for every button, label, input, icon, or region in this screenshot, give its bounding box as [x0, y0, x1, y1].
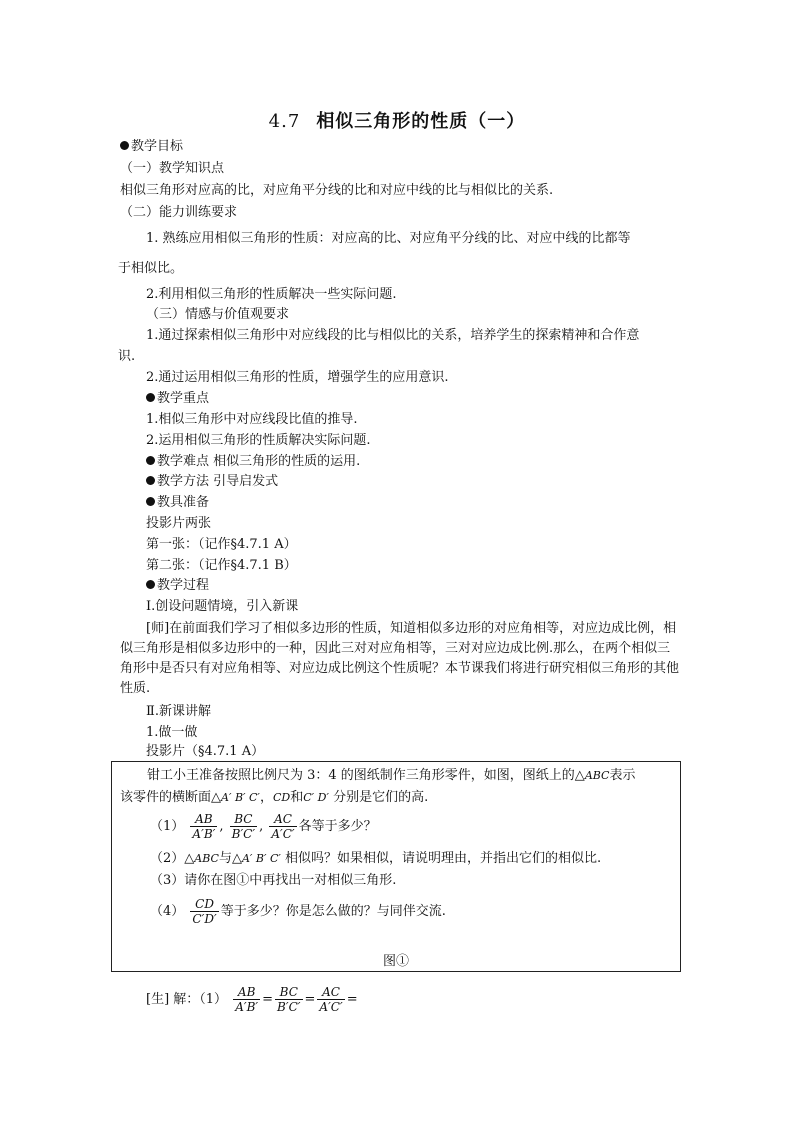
question-3: （3）请你在图①中再找出一对相似三角形. [150, 873, 397, 888]
problem-intro-line-1: 钳工小王准备按照比例尺为 3：4 的图纸制作三角形零件，如图，图纸上的△ABC表示 [147, 768, 636, 783]
question-1: （1） $\frac{AB}{A'B'}$ , $\frac{BC}{B'C'}$ , $\frac{AC}{A'C'}$ 各等于多少？ [150, 812, 377, 841]
values-item-1: 1.通过探索相似三角形中对应线段的比与相似比的关系，培养学生的探索精神和合作意 [146, 328, 640, 343]
materials-1: 投影片两张 [146, 516, 212, 531]
bullet-icon [146, 497, 155, 506]
figure-caption: 图① [382, 954, 409, 969]
heading-key-points: 教学重点 [146, 390, 209, 408]
heading-difficulty: 教学难点 相似三角形的性质的运用. [146, 453, 360, 471]
heading-process: 教学过程 [146, 577, 209, 595]
heading-method: 教学方法 引导启发式 [146, 473, 278, 491]
knowledge-text: 相似三角形对应高的比，对应角平分线的比和对应中线的比与相似比的关系. [120, 183, 554, 198]
bullet-icon [120, 141, 129, 150]
ability-item-1-cont: 于相似比。 [118, 261, 184, 276]
bullet-icon [146, 456, 155, 465]
key-point-1: 1.相似三角形中对应线段比值的推导. [146, 412, 358, 427]
slide-label: 投影片（§4.7.1 A） [146, 744, 265, 759]
section-number: 4.7 [268, 111, 301, 132]
fraction-bc: $\frac{BC}{B'C'}$ [231, 812, 256, 841]
fraction-ab: $\frac{AB}{A'B'}$ [192, 812, 216, 841]
title-text: 相似三角形的性质（一） [316, 111, 526, 132]
bullet-icon [146, 476, 155, 485]
student-answer: [生] 解：（1） $\frac{AB}{A'B'}$ = $\frac{BC}{B'C'}$ = $\frac{AC}{A'C'}$ = [146, 985, 358, 1014]
process-step-2: Ⅱ.新课讲解 [146, 704, 211, 719]
fraction-cd: $\frac{CD}{C'D'}$ [192, 897, 217, 926]
slide-box [111, 761, 681, 972]
answer-fraction-ab: $\frac{AB}{A'B'}$ [235, 985, 259, 1014]
values-item-1-cont: 识. [118, 349, 136, 364]
subheading-ability: （二）能力训练要求 [120, 205, 238, 220]
question-4: （4） $\frac{CD}{C'D'}$ 等于多少？你是怎么做的？与同伴交流. [150, 897, 446, 926]
page-title [0, 107, 794, 133]
subheading-knowledge: （一）教学知识点 [120, 161, 225, 176]
ability-item-2: 2.利用相似三角形的性质解决一些实际问题. [146, 287, 397, 302]
teacher-paragraph: [师]在前面我们学习了相似多边形的性质，知道相似多边形的对应角相等，对应边成比例，相似三角形是相似多边形中的一种，因此三对对应角相等，三对对应边成比例.那么，在两个相似三角形中是否只有对应角相等、对应边成比例这个性质呢？本节课我们将进行研究相似三角形的其他性质. [120, 621, 680, 696]
answer-fraction-ac: $\frac{AC}{A'C'}$ [319, 985, 343, 1014]
problem-intro-line-2: 该零件的横断面△A′ B′ C′，CD和C′ D′ 分别是它们的高. [120, 790, 429, 805]
materials-2: 第一张：（记作§4.7.1 A） [146, 537, 297, 552]
answer-fraction-bc: $\frac{BC}{B'C'}$ [277, 985, 301, 1014]
process-step-1: Ⅰ.创设问题情境，引入新课 [146, 599, 299, 614]
bullet-icon [146, 580, 155, 589]
bullet-icon [146, 393, 155, 402]
fraction-ac: $\frac{AC}{A'C'}$ [271, 812, 295, 841]
heading-objectives: 教学目标 [120, 138, 183, 156]
values-item-2: 2.通过运用相似三角形的性质，增强学生的应用意识. [146, 370, 449, 385]
subheading-values: （三）情感与价值观要求 [146, 307, 290, 322]
do-it-heading: 1.做一做 [146, 725, 198, 740]
heading-materials: 教具准备 [146, 494, 209, 512]
key-point-2: 2.运用相似三角形的性质解决实际问题. [146, 433, 371, 448]
materials-3: 第二张：（记作§4.7.1 B） [146, 558, 297, 573]
ability-item-1: 1. 熟练应用相似三角形的性质：对应高的比、对应角平分线的比、对应中线的比都等 [146, 231, 631, 246]
question-2: （2）△ABC与△A′ B′ C′ 相似吗？如果相似，请说明理由，并指出它们的相似比. [150, 851, 602, 866]
